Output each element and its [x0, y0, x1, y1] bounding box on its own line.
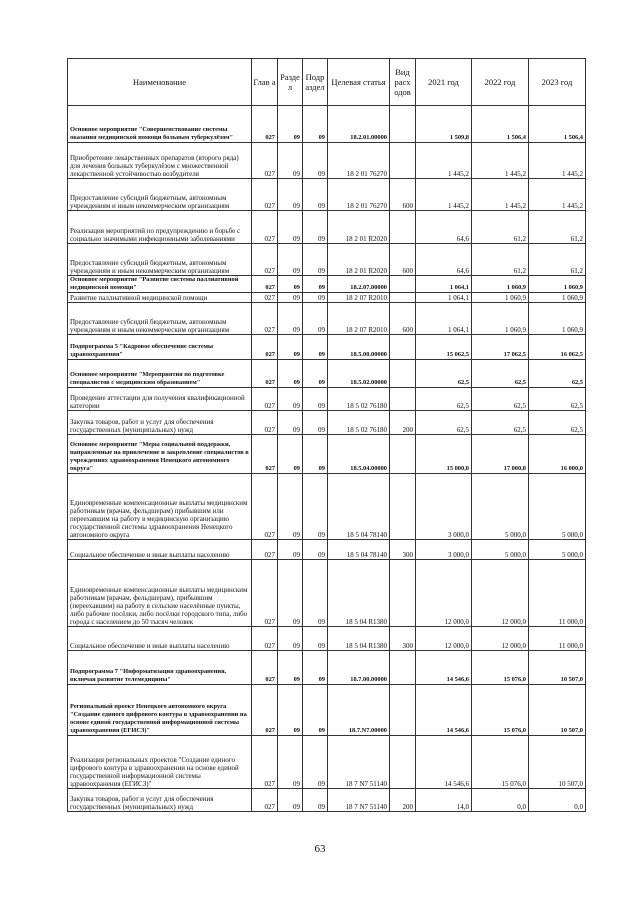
cell-razdel: 09 [278, 179, 303, 211]
cell-2023: 1 506,4 [529, 106, 586, 143]
header-name: Наименование [68, 59, 252, 106]
table-row [68, 303, 586, 335]
cell-2021: 3 000,0 [416, 540, 472, 560]
cell-statya: 18.2.01.00000 [328, 106, 390, 143]
header-2022: 2022 год [472, 59, 529, 106]
cell-podrazdel: 09 [303, 293, 328, 303]
cell-name: Предоставление субсидий бюджетным, автономным учреждениям и иным некоммерческим организациям [68, 179, 252, 211]
cell-2022: 1 060,9 [472, 293, 529, 303]
cell-vid: 300 [390, 540, 416, 560]
cell-vid: 300 [390, 627, 416, 651]
cell-razdel: 09 [278, 106, 303, 143]
cell-razdel: 09 [278, 303, 303, 335]
cell-podrazdel: 09 [303, 627, 328, 651]
cell-2022: 62,5 [472, 411, 529, 435]
cell-podrazdel: 09 [303, 474, 328, 540]
cell-2022: 5 000,0 [472, 474, 529, 540]
cell-2021: 3 000,0 [416, 474, 472, 540]
cell-podrazdel: 09 [303, 789, 328, 812]
table-row [68, 685, 586, 736]
cell-statya: 18.5.04.00000 [328, 435, 390, 474]
cell-statya: 18 5 04 R1380 [328, 627, 390, 651]
table-row [68, 335, 586, 360]
header-glava: Глав а [252, 59, 278, 106]
cell-vid [390, 651, 416, 685]
budget-table [67, 58, 586, 812]
cell-razdel: 09 [278, 388, 303, 411]
cell-name: Основное мероприятие "Меры социальной поддержки, направленные на привлечение и закрепление специалистов в учреждениях здравоохранения Ненецкого автономного округа" [68, 435, 252, 474]
cell-vid: 600 [390, 179, 416, 211]
cell-vid: 200 [390, 789, 416, 812]
cell-2023: 61,2 [529, 244, 586, 276]
cell-statya: 18.2.07.00000 [328, 276, 390, 293]
cell-statya: 18 5 04 78140 [328, 540, 390, 560]
cell-2023: 62,5 [529, 360, 586, 388]
cell-2023: 11 000,0 [529, 627, 586, 651]
cell-glava: 027 [252, 360, 278, 388]
table-row [68, 293, 586, 303]
cell-statya: 18 2 07 R2010 [328, 303, 390, 335]
table-row [68, 106, 586, 143]
header-podrazdel: Подр аздел [303, 59, 328, 106]
cell-razdel: 09 [278, 435, 303, 474]
cell-2023: 62,5 [529, 388, 586, 411]
cell-vid: 600 [390, 244, 416, 276]
cell-podrazdel: 09 [303, 143, 328, 179]
cell-podrazdel: 09 [303, 244, 328, 276]
cell-2023: 1 060,9 [529, 303, 586, 335]
cell-podrazdel: 09 [303, 335, 328, 360]
cell-razdel: 09 [278, 627, 303, 651]
cell-podrazdel: 09 [303, 106, 328, 143]
cell-podrazdel: 09 [303, 388, 328, 411]
cell-podrazdel: 09 [303, 211, 328, 244]
cell-2022: 17 062,5 [472, 335, 529, 360]
cell-glava: 027 [252, 474, 278, 540]
cell-2021: 14 546,6 [416, 685, 472, 736]
cell-razdel: 09 [278, 335, 303, 360]
cell-statya: 18 2 01 76270 [328, 179, 390, 211]
cell-2023: 5 000,0 [529, 474, 586, 540]
cell-2021: 15 000,0 [416, 435, 472, 474]
cell-glava: 027 [252, 789, 278, 812]
cell-name: Подпрограмма 7 "Информатизация здравоохранения, включая развитие телемедицины" [68, 651, 252, 685]
cell-name: Проведение аттестации для получения квалификационной категории [68, 388, 252, 411]
table-row [68, 627, 586, 651]
header-2021: 2021 год [416, 59, 472, 106]
cell-vid [390, 335, 416, 360]
cell-podrazdel: 09 [303, 560, 328, 627]
table-row [68, 560, 586, 627]
cell-vid [390, 106, 416, 143]
cell-2023: 16 000,0 [529, 435, 586, 474]
cell-podrazdel: 09 [303, 685, 328, 736]
header-statya: Целевая статья [328, 59, 390, 106]
cell-podrazdel: 09 [303, 540, 328, 560]
cell-glava: 027 [252, 335, 278, 360]
cell-name: Социальное обеспечение и иные выплаты населению [68, 540, 252, 560]
cell-glava: 027 [252, 143, 278, 179]
cell-2023: 1 445,2 [529, 143, 586, 179]
cell-statya: 18 5 04 R1380 [328, 560, 390, 627]
cell-2023: 10 507,0 [529, 736, 586, 789]
cell-2022: 62,5 [472, 388, 529, 411]
cell-statya: 18 5 04 78140 [328, 474, 390, 540]
cell-podrazdel: 09 [303, 736, 328, 789]
cell-name: Приобретение лекарственных препаратов (второго ряда) для лечения больных туберкулёзом с множественной лекарственной устойчивостью возбудителя [68, 143, 252, 179]
cell-glava: 027 [252, 179, 278, 211]
cell-2022: 15 076,0 [472, 651, 529, 685]
cell-podrazdel: 09 [303, 435, 328, 474]
table-row [68, 360, 586, 388]
table-row [68, 474, 586, 540]
cell-glava: 027 [252, 106, 278, 143]
cell-statya: 18 2 01 R2020 [328, 211, 390, 244]
cell-vid [390, 293, 416, 303]
header-2023: 2023 год [529, 59, 586, 106]
cell-glava: 027 [252, 627, 278, 651]
cell-2021: 64,6 [416, 244, 472, 276]
cell-statya: 18.5.02.00000 [328, 360, 390, 388]
cell-glava: 027 [252, 303, 278, 335]
cell-razdel: 09 [278, 736, 303, 789]
table-row [68, 789, 586, 812]
cell-2022: 1 506,4 [472, 106, 529, 143]
cell-2022: 61,2 [472, 244, 529, 276]
cell-2022: 1 445,2 [472, 143, 529, 179]
cell-2021: 14 546,6 [416, 736, 472, 789]
cell-glava: 027 [252, 736, 278, 789]
cell-vid [390, 474, 416, 540]
cell-razdel: 09 [278, 474, 303, 540]
cell-razdel: 09 [278, 143, 303, 179]
cell-2023: 1 060,9 [529, 293, 586, 303]
cell-vid [390, 211, 416, 244]
cell-statya: 18 2 07 R2010 [328, 293, 390, 303]
cell-vid [390, 736, 416, 789]
cell-statya: 18 5 02 76180 [328, 388, 390, 411]
cell-2022: 15 076,0 [472, 685, 529, 736]
table-row [68, 736, 586, 789]
cell-razdel: 09 [278, 244, 303, 276]
table-row [68, 143, 586, 179]
cell-podrazdel: 09 [303, 276, 328, 293]
cell-statya: 18.7.N7.00000 [328, 685, 390, 736]
cell-razdel: 09 [278, 540, 303, 560]
cell-name: Закупка товаров, работ и услуг для обеспечения государственных (муниципальных) нужд [68, 411, 252, 435]
cell-podrazdel: 09 [303, 303, 328, 335]
cell-2021: 1 064,1 [416, 276, 472, 293]
cell-statya: 18.7.00.00000 [328, 651, 390, 685]
cell-razdel: 09 [278, 211, 303, 244]
cell-glava: 027 [252, 293, 278, 303]
table-row [68, 411, 586, 435]
cell-name: Реализация мероприятий по предупреждению и борьбе с социально значимыми инфекционными заболеваниями [68, 211, 252, 244]
cell-2021: 15 062,5 [416, 335, 472, 360]
cell-name: Развитие паллиативной медицинской помощи [68, 293, 252, 303]
cell-name: Единовременные компенсационные выплаты медицинским работникам (врачам, фельдшерам), прибывшим (переехавшим) на работу в сельские населённые пункты, либо рабочие посёлки, либо посёлки городского типа, либо города с населением до 50 тысяч человек [68, 560, 252, 627]
cell-2023: 62,5 [529, 411, 586, 435]
cell-vid [390, 560, 416, 627]
cell-2022: 61,2 [472, 211, 529, 244]
table-body [68, 106, 586, 812]
cell-name: Подпрограмма 5 "Кадровое обеспечение системы здравоохранения" [68, 335, 252, 360]
cell-2023: 11 000,0 [529, 560, 586, 627]
cell-glava: 027 [252, 388, 278, 411]
cell-2023: 0,0 [529, 789, 586, 812]
cell-razdel: 09 [278, 293, 303, 303]
table-row [68, 211, 586, 244]
cell-statya: 18 2 01 76270 [328, 143, 390, 179]
cell-statya: 18 7 N7 51140 [328, 736, 390, 789]
table-row [68, 388, 586, 411]
cell-razdel: 09 [278, 651, 303, 685]
cell-glava: 027 [252, 685, 278, 736]
cell-glava: 027 [252, 560, 278, 627]
cell-2022: 0,0 [472, 789, 529, 812]
cell-2021: 62,5 [416, 360, 472, 388]
table-row [68, 435, 586, 474]
cell-2023: 5 000,0 [529, 540, 586, 560]
cell-name: Предоставление субсидий бюджетным, автономным учреждениям и иным некоммерческим организациям [68, 244, 252, 276]
cell-razdel: 09 [278, 560, 303, 627]
cell-vid [390, 143, 416, 179]
cell-2021: 62,5 [416, 411, 472, 435]
cell-2021: 1 445,2 [416, 179, 472, 211]
cell-razdel: 09 [278, 360, 303, 388]
cell-name: Реализация региональных проектов "Создание единого цифрового контура в здравоохранении на основе единой государственной информационной системы здравоохранения (ЕГИСЗ)" [68, 736, 252, 789]
cell-vid [390, 276, 416, 293]
cell-2021: 62,5 [416, 388, 472, 411]
cell-2021: 14,0 [416, 789, 472, 812]
table-row [68, 244, 586, 276]
cell-name: Региональный проект Ненецкого автономного округа "Создание единого цифрового контура в здравоохранении на основе единой государственной информационной системы здравоохранения (ЕГИСЗ)" [68, 685, 252, 736]
table-row [68, 651, 586, 685]
cell-razdel: 09 [278, 789, 303, 812]
cell-2022: 62,5 [472, 360, 529, 388]
cell-razdel: 09 [278, 411, 303, 435]
table-row [68, 276, 586, 293]
cell-2021: 12 000,0 [416, 627, 472, 651]
cell-2022: 1 060,9 [472, 276, 529, 293]
cell-2023: 1 060,9 [529, 276, 586, 293]
cell-glava: 027 [252, 651, 278, 685]
table-row [68, 179, 586, 211]
cell-2021: 1 509,8 [416, 106, 472, 143]
cell-name: Предоставление субсидий бюджетным, автономным учреждениям и иным некоммерческим организациям [68, 303, 252, 335]
cell-name: Основное мероприятие "Совершенствование системы оказания медицинской помощи больным туберкулёзом" [68, 106, 252, 143]
cell-2023: 1 445,2 [529, 179, 586, 211]
table-row [68, 540, 586, 560]
cell-name: Единовременные компенсационные выплаты медицинским работникам (врачам, фельдшерам) прибывшим или переехавшим на работу в медицинскую организацию государственной системы здравоохранения Ненецкого автономного округа [68, 474, 252, 540]
cell-glava: 027 [252, 276, 278, 293]
cell-2022: 12 000,0 [472, 560, 529, 627]
cell-name: Основное мероприятие "Мероприятия по подготовке специалистов с медицинским образованием" [68, 360, 252, 388]
cell-2021: 14 546,6 [416, 651, 472, 685]
cell-vid [390, 360, 416, 388]
cell-2022: 15 076,0 [472, 736, 529, 789]
cell-2021: 1 064,1 [416, 293, 472, 303]
cell-statya: 18 5 02 76180 [328, 411, 390, 435]
cell-name: Основное мероприятие "Развитие системы паллиативной медицинской помощи" [68, 276, 252, 293]
cell-2022: 1 060,9 [472, 303, 529, 335]
cell-vid [390, 388, 416, 411]
cell-podrazdel: 09 [303, 411, 328, 435]
cell-2023: 10 507,0 [529, 651, 586, 685]
cell-2022: 5 000,0 [472, 540, 529, 560]
cell-name: Социальное обеспечение и иные выплаты населению [68, 627, 252, 651]
cell-glava: 027 [252, 211, 278, 244]
cell-2021: 1 064,1 [416, 303, 472, 335]
cell-vid [390, 685, 416, 736]
cell-glava: 027 [252, 411, 278, 435]
cell-glava: 027 [252, 244, 278, 276]
cell-2022: 1 445,2 [472, 179, 529, 211]
cell-razdel: 09 [278, 685, 303, 736]
cell-vid: 200 [390, 411, 416, 435]
cell-podrazdel: 09 [303, 651, 328, 685]
cell-2021: 12 000,0 [416, 560, 472, 627]
table-header-row [68, 59, 586, 106]
cell-podrazdel: 09 [303, 179, 328, 211]
cell-name: Закупка товаров, работ и услуг для обеспечения государственных (муниципальных) нужд [68, 789, 252, 812]
cell-glava: 027 [252, 435, 278, 474]
cell-2021: 1 445,2 [416, 143, 472, 179]
page-number: 63 [314, 843, 326, 855]
cell-2022: 17 000,0 [472, 435, 529, 474]
cell-podrazdel: 09 [303, 360, 328, 388]
cell-vid: 600 [390, 303, 416, 335]
header-vid: Вид расх одов [390, 59, 416, 106]
cell-statya: 18.5.00.00000 [328, 335, 390, 360]
cell-2023: 16 062,5 [529, 335, 586, 360]
cell-razdel: 09 [278, 276, 303, 293]
cell-vid [390, 435, 416, 474]
cell-2021: 64,6 [416, 211, 472, 244]
header-razdel: Разде л [278, 59, 303, 106]
cell-statya: 18 2 01 R2020 [328, 244, 390, 276]
cell-2023: 61,2 [529, 211, 586, 244]
cell-2022: 12 000,0 [472, 627, 529, 651]
cell-2023: 10 507,0 [529, 685, 586, 736]
cell-statya: 18 7 N7 51140 [328, 789, 390, 812]
cell-glava: 027 [252, 540, 278, 560]
